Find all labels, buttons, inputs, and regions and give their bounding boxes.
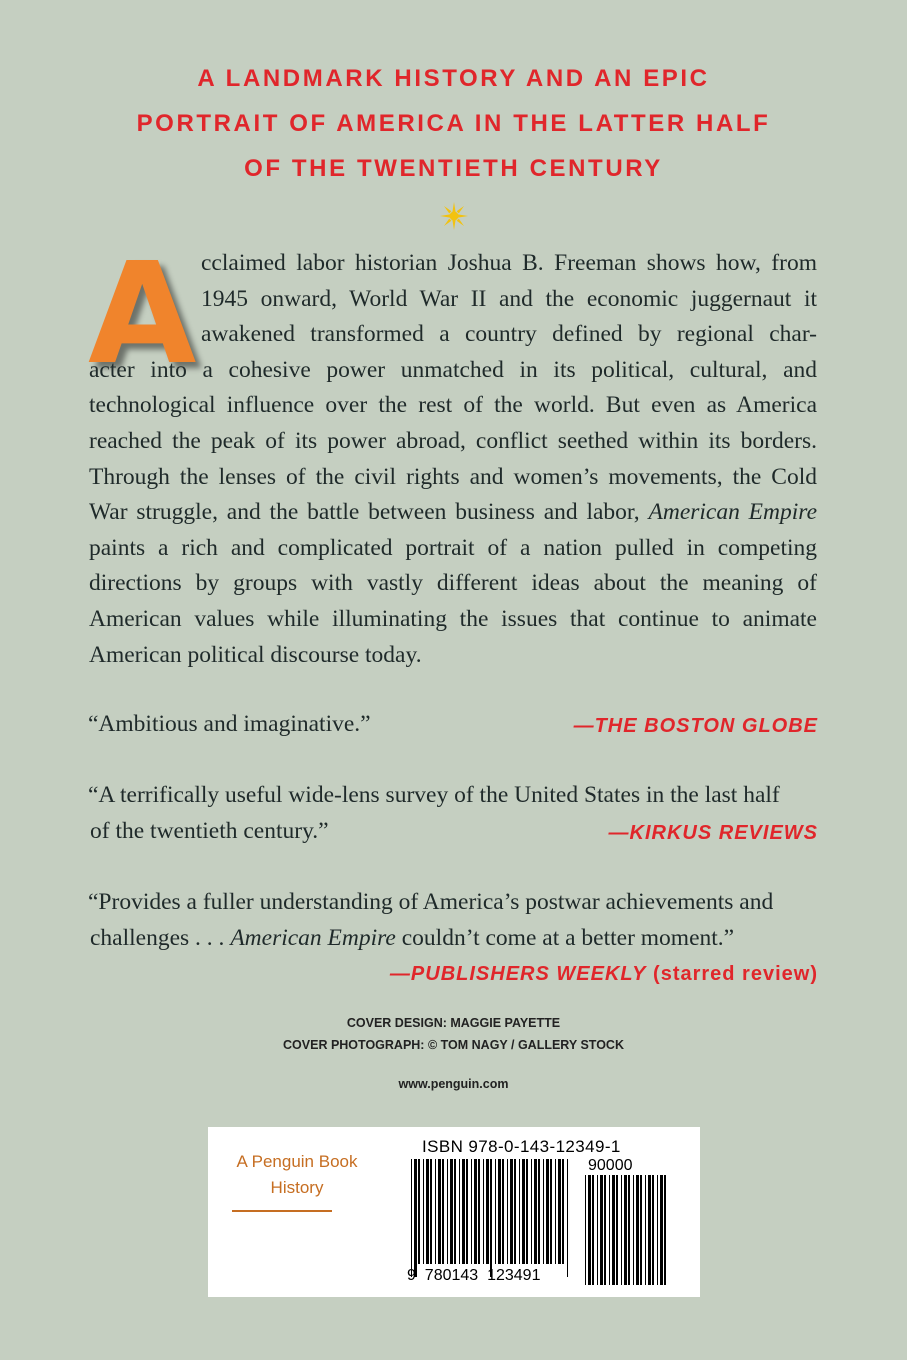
quote-source: —PUBLISHERS WEEKLY (starred review): [389, 963, 818, 985]
book-title: American Empire: [230, 925, 396, 951]
barcode-bar: [447, 1159, 448, 1264]
barcode-bar: [510, 1159, 513, 1264]
body-line: American political discourse today.: [89, 641, 422, 668]
barcode-bar: [657, 1175, 658, 1285]
barcode-bar: [645, 1175, 646, 1285]
quote-text: “A terrifically useful wide-lens survey of the United States in the last half: [88, 782, 780, 808]
barcode-bar: [652, 1175, 654, 1285]
barcode-bar: [621, 1175, 622, 1285]
barcode-bar: [435, 1159, 436, 1264]
body-line: reached the peak of its power abroad, conflict seethed within its borders.: [89, 427, 817, 454]
quote-text: of the twentieth century.”: [90, 818, 329, 844]
body-line: Through the lenses of the civil rights and women’s movements, the Cold: [89, 463, 817, 490]
body-line: [89, 495, 817, 531]
barcode-bar: [592, 1175, 594, 1285]
barcode-bar: [486, 1159, 489, 1264]
barcode-bar: [543, 1159, 544, 1264]
publisher-website: www.penguin.com: [398, 1077, 509, 1091]
barcode-bar: [522, 1159, 525, 1264]
barcode-bar: [423, 1159, 424, 1264]
body-line: acter into a cohesive power unmatched in its political, cultural, and: [89, 356, 817, 383]
barcode-bar: [462, 1159, 465, 1264]
barcode-bar: [442, 1159, 444, 1264]
barcode-bar: [502, 1159, 504, 1264]
ean-barcode-bars: [411, 1159, 568, 1277]
barcode-bar: [588, 1175, 591, 1285]
barcode-bar: [531, 1159, 532, 1264]
body-line: 1945 onward, World War II and the economic juggernaut it: [201, 285, 817, 312]
headline: [0, 56, 907, 191]
barcode-bar: [604, 1175, 606, 1285]
barcode-bar: [426, 1159, 429, 1264]
body-line: technological influence over the rest of the world. But even as America: [89, 392, 817, 419]
barcode-bar: [567, 1159, 568, 1277]
barcode-bar: [534, 1159, 537, 1264]
barcode-bar: [585, 1175, 586, 1285]
ean-digits: 9 780143 123491: [407, 1267, 541, 1284]
barcode-bar: [519, 1159, 520, 1264]
barcode-bar: [636, 1175, 639, 1285]
barcode-bar: [498, 1159, 501, 1264]
barcode-bar: [418, 1159, 420, 1264]
body-line: American values while illuminating the issues that continue to animate: [89, 605, 817, 632]
barcode-panel: [208, 1127, 700, 1297]
quote-boston-globe: [88, 706, 818, 744]
quote-text: “Ambitious and imaginative.”: [88, 711, 371, 737]
headline-line-3: OF THE TWENTIETH CENTURY: [244, 155, 663, 182]
cover-design-credit: COVER DESIGN: MAGGIE PAYETTE: [346, 1016, 561, 1030]
body-line: directions by groups with vastly different ideas about the meaning of: [89, 570, 817, 597]
headline-line-2: PORTRAIT OF AMERICA IN THE LATTER HALF: [136, 110, 771, 137]
barcode-bar: [600, 1175, 603, 1285]
barcode-bar: [562, 1159, 564, 1264]
dropcap-letter: A: [88, 233, 197, 396]
barcode-bar: [550, 1159, 552, 1264]
quote-source: —KIRKUS REVIEWS: [608, 822, 818, 844]
barcode-bar: [450, 1159, 453, 1264]
barcode-bar: [514, 1159, 516, 1264]
barcode-bar: [466, 1159, 468, 1264]
imprint-category: History: [270, 1178, 324, 1197]
quote-kirkus: [88, 777, 818, 851]
barcode-bar: [660, 1175, 663, 1285]
barcode-bar: [609, 1175, 610, 1285]
quote-publishers-weekly: [88, 884, 818, 992]
quote-text: challenges . . . American Empire couldn’t come at a better moment.”: [90, 925, 735, 951]
barcode-bar: [612, 1175, 615, 1285]
description-paragraph: [89, 246, 817, 673]
barcode-bar: [633, 1175, 634, 1285]
barcode-bar: [471, 1159, 472, 1264]
barcode-bar: [438, 1159, 441, 1264]
barcode-bar: [616, 1175, 618, 1285]
barcode-bar: [459, 1159, 460, 1264]
barcode-bar: [597, 1175, 598, 1285]
barcode-bar: [474, 1159, 477, 1264]
barcode-bar: [483, 1159, 484, 1264]
headline-line-1: A LANDMARK HISTORY AND AN EPIC: [197, 65, 710, 92]
quote-text: “Provides a fuller understanding of America’s postwar achievements and: [88, 889, 774, 915]
quote-source: —THE BOSTON GLOBE: [573, 715, 818, 737]
addon-barcode-bars: [585, 1175, 666, 1285]
barcode-bar: [664, 1175, 666, 1285]
price-code: 90000: [588, 1157, 633, 1174]
barcode-bar: [624, 1175, 627, 1285]
barcode-bar: [414, 1159, 417, 1277]
imprint-line: A Penguin Book: [236, 1152, 358, 1171]
cover-credits: [0, 1012, 907, 1056]
barcode-bar: [526, 1159, 528, 1264]
barcode-bar: [495, 1159, 496, 1264]
body-line-text: War struggle, and the battle between business and labor,: [89, 499, 640, 526]
body-line: cclaimed labor historian Joshua B. Freeman shows how, from: [201, 250, 817, 276]
barcode-bar: [478, 1159, 480, 1264]
sun-star-icon: [439, 201, 469, 231]
cover-photo-credit: COVER PHOTOGRAPH: © TOM NAGY / GALLERY STOCK: [283, 1038, 624, 1052]
barcode-bar: [538, 1159, 540, 1264]
barcode-bar: [628, 1175, 630, 1285]
barcode-bar: [558, 1159, 561, 1264]
body-line: paints a rich and complicated portrait of a nation pulled in competing: [89, 534, 817, 561]
barcode-bar: [648, 1175, 651, 1285]
barcode-bar: [430, 1159, 432, 1264]
barcode-bar: [546, 1159, 549, 1264]
barcode-bar: [490, 1159, 492, 1277]
barcode-bar: [411, 1159, 412, 1277]
book-title: American Empire: [648, 499, 817, 526]
isbn-text: ISBN 978-0-143-12349-1: [422, 1137, 621, 1156]
body-line: awakened transformed a country defined by regional char-: [201, 321, 817, 348]
barcode-bar: [555, 1159, 556, 1264]
barcode-bar: [507, 1159, 508, 1264]
barcode-bar: [640, 1175, 642, 1285]
barcode-bar: [454, 1159, 456, 1264]
